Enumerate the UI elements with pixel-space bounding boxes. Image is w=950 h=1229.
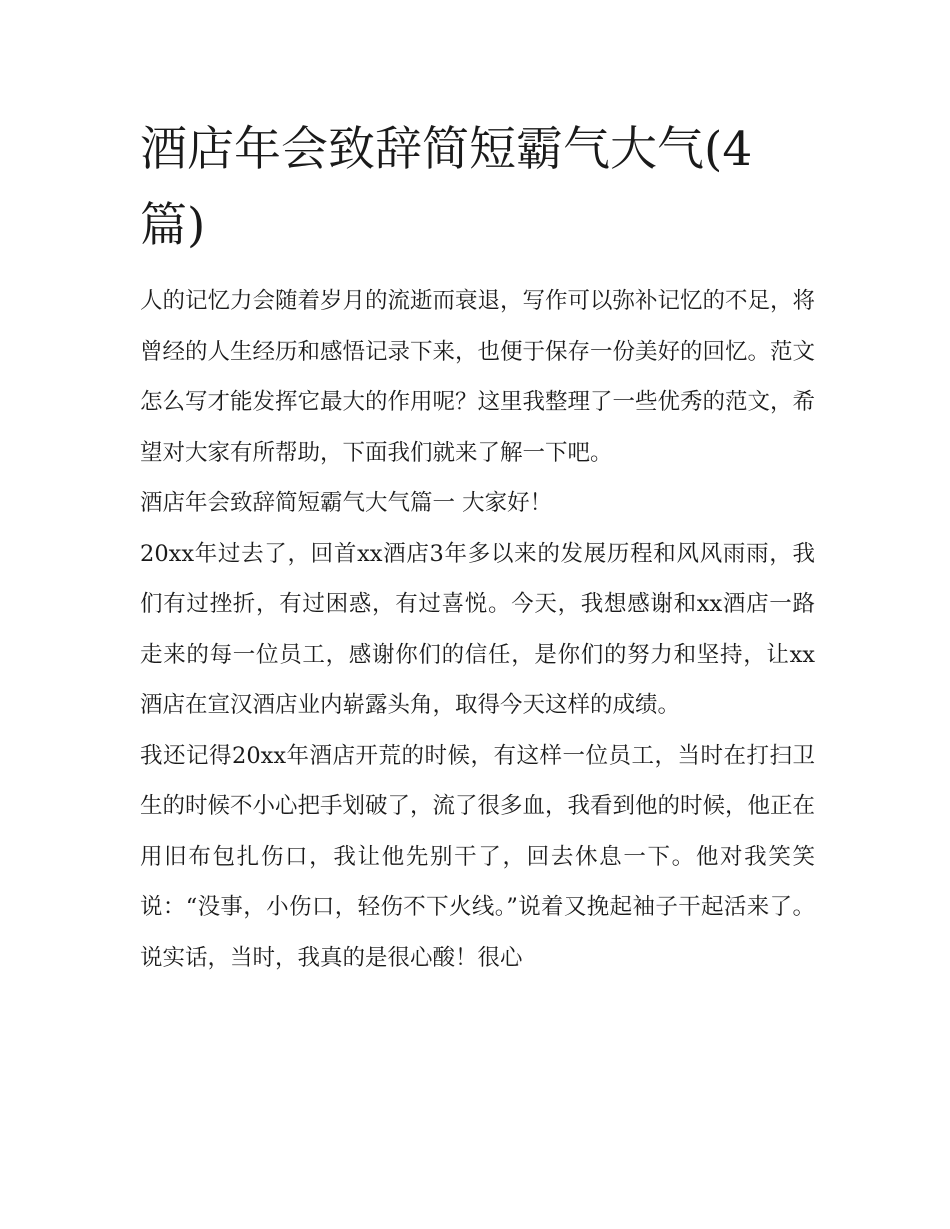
body-paragraph: 20xx年过去了，回首xx酒店3年多以来的发展历程和风风雨雨，我们有过挫折，有过困惑，有过喜悦。今天，我想感谢和xx酒店一路走来的每一位员工，感谢你们的信任，是你们的努力和坚持，让xx酒店在宣汉酒店业内崭露头角，取得今天这样的成绩。 bbox=[140, 540, 815, 718]
intro-paragraph: 人的记忆力会随着岁月的流逝而衰退，写作可以弥补记忆的不足，将曾经的人生经历和感悟记录下来，也便于保存一份美好的回忆。范文怎么写才能发挥它最大的作用呢？这里我整理了一些优秀的范文，希望对大家有所帮助，下面我们就来了解一下吧。 bbox=[140, 288, 816, 466]
document-title: 酒店年会致辞简短霸气大气(4篇) bbox=[140, 122, 753, 253]
document-page bbox=[140, 112, 815, 983]
section-heading-paragraph: 酒店年会致辞简短霸气大气篇一 大家好！ bbox=[140, 490, 553, 516]
body-paragraph: 我还记得20xx年酒店开荒的时候，有这样一位员工，当时在打扫卫生的时候不小心把手划破了，流了很多血，我看到他的时候，他正在用旧布包扎伤口，我让他先别干了，回去休息一下。他对我笑笑说：“没事，小伤口，轻伤不下火线。”说着又挽起袖子干起活来了。说实话，当时，我真的是很心酸！很心 bbox=[140, 742, 816, 971]
